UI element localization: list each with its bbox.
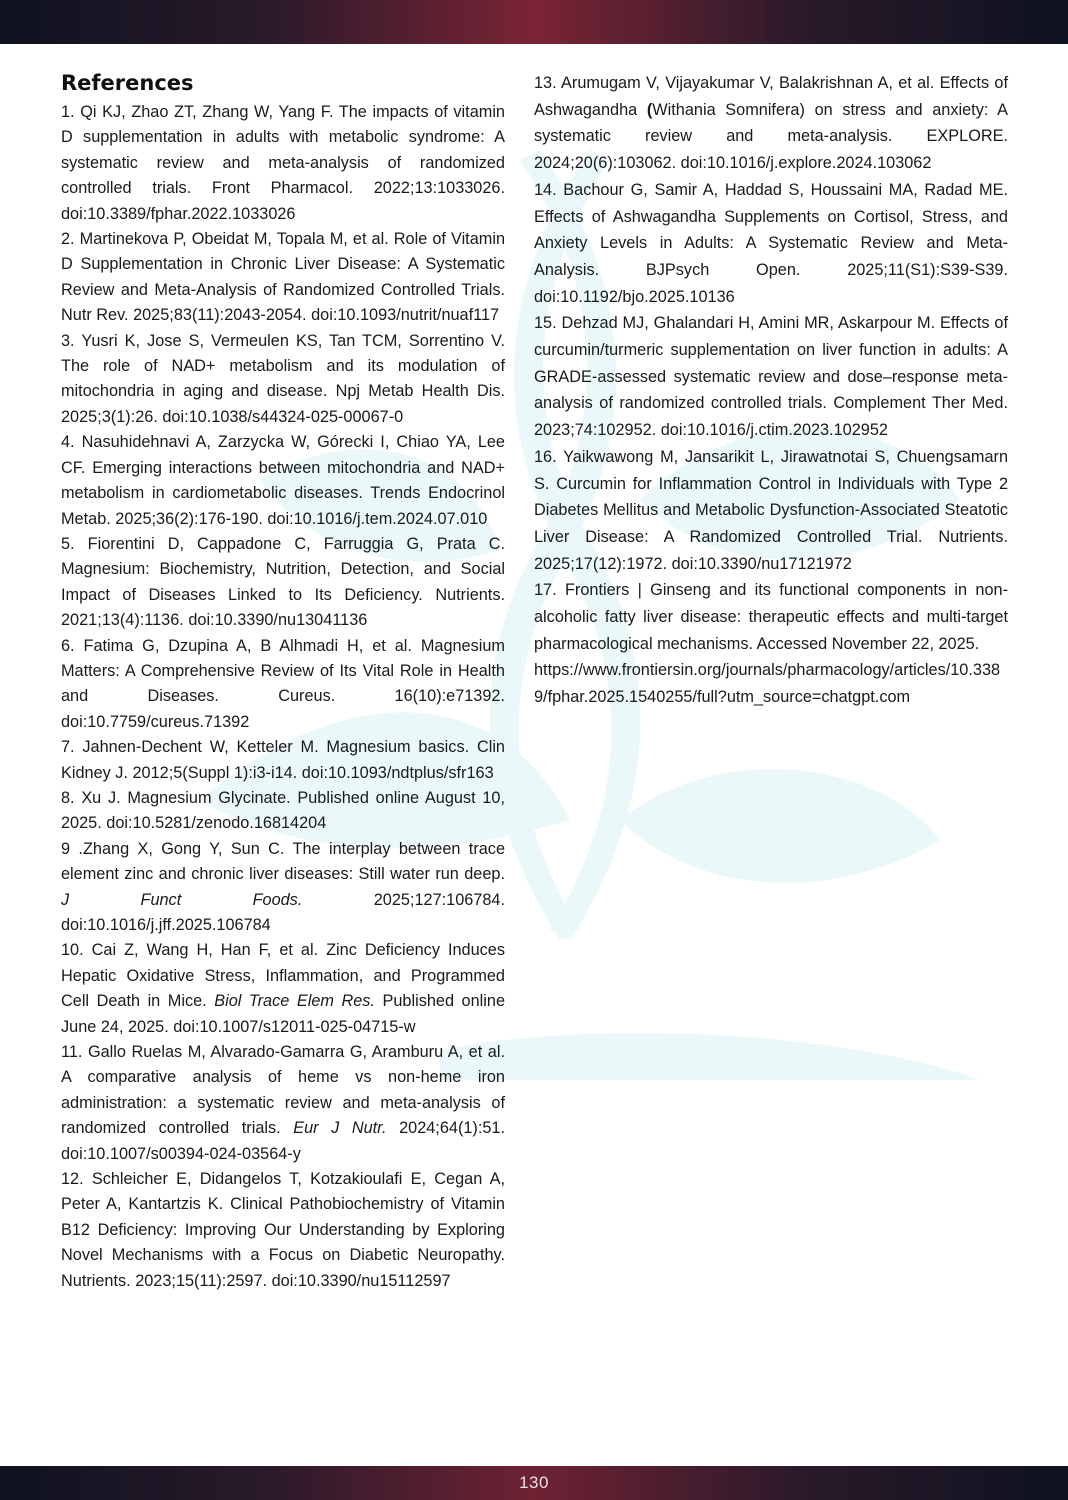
reference-item: 1. Qi KJ, Zhao ZT, Zhang W, Yang F. The impacts of vitamin D supplementation in adults with metabolic syndrome: A systematic review and meta-analysis of randomized controlled trials. Front Pharmacol. 2022;13:1033026. doi:10.3389/fphar.2022.1033026 xyxy=(61,103,505,223)
reference-item: 13. Arumugam V, Vijayakumar V, Balakrishnan A, et al. Effects of Ashwagandha (Withania Somnifera) on stress and anxiety: A systematic review and meta-analysis. EXPLORE. 2024;20(6):103062. doi:10.1016/j.explore.2024.103062 xyxy=(534,74,1008,173)
reference-item: 11. Gallo Ruelas M, Alvarado-Gamarra G, Aramburu A, et al. A comparative analysis of heme vs non-heme iron administration: a systematic review and meta-analysis of randomized controlled trials. Eur J Nutr. 2024;64(1):51. doi:10.1007/s00394-024-03564-y xyxy=(61,1043,505,1163)
reference-item: 14. Bachour G, Samir A, Haddad S, Houssaini MA, Radad ME. Effects of Ashwagandha Supplements on Cortisol, Stress, and Anxiety Levels in Adults: A Systematic Review and Meta-Analysis. BJPsych Open. 2025;11(S1):S39-S39. doi:10.1192/bjo.2025.10136 xyxy=(534,180,1008,306)
reference-item: 16. Yaikwawong M, Jansarikit L, Jirawatnotai S, Chuengsamarn S. Curcumin for Inflammation Control in Individuals with Type 2 Diabetes Mellitus and Metabolic Dysfunction-Associated Steatotic Liver Disease: A Randomized Controlled Trial. Nutrients. 2025;17(12):1972. doi:10.3390/nu17121972 xyxy=(534,447,1008,573)
references-right-column xyxy=(534,70,1008,711)
reference-url-link[interactable]: https://www.frontiersin.org/journals/pharmacology/articles/10.3389/fphar.2025.1540255/full?utm_source=chatgpt.com xyxy=(534,661,1001,707)
page-number: 130 xyxy=(519,1473,549,1492)
reference-item: 17. Frontiers | Ginseng and its functional components in non-alcoholic fatty liver disease: therapeutic effects and multi-target pharmacological mechanisms. Accessed November 22, 2025. xyxy=(534,581,1008,653)
reference-item: 9 .Zhang X, Gong Y, Sun C. The interplay between trace element zinc and chronic liver diseases: Still water run deep. J Funct Foods. 2025;127:106784. doi:10.1016/j.jff.2025.106784 xyxy=(61,839,505,934)
header-banner xyxy=(0,0,1068,44)
reference-item: 4. Nasuhidehnavi A, Zarzycka W, Górecki I, Chiao YA, Lee CF. Emerging interactions between mitochondria and NAD+ metabolism in cardiometabolic diseases. Trends Endocrinol Metab. 2025;36(2):176-190. doi:10.1016/j.tem.2024.07.010 xyxy=(61,433,505,528)
reference-item: 10. Cai Z, Wang H, Han F, et al. Zinc Deficiency Induces Hepatic Oxidative Stress, Inflammation, and Programmed Cell Death in Mice. Biol Trace Elem Res. Published online June 24, 2025. doi:10.1007/s12011-025-04715-w xyxy=(61,941,506,1036)
reference-item: 6. Fatima G, Dzupina A, B Alhmadi H, et al. Magnesium Matters: A Comprehensive Review of Its Vital Role in Health and Diseases. Cureus. 16(10):e71392. doi:10.7759/cureus.71392 xyxy=(61,636,505,731)
references-left-column xyxy=(61,70,505,1294)
footer-bar xyxy=(0,1466,1068,1500)
reference-item: 2. Martinekova P, Obeidat M, Topala M, et al. Role of Vitamin D Supplementation in Chronic Liver Disease: A Systematic Review and Meta-Analysis of Randomized Controlled Trials. Nutr Rev. 2025;83(11):2043-2054. doi:10.1093/nutrit/nuaf117 xyxy=(61,230,505,325)
reference-item: 5. Fiorentini D, Cappadone C, Farruggia G, Prata C. Magnesium: Biochemistry, Nutrition, Detection, and Social Impact of Diseases Linked to Its Deficiency. Nutrients. 2021;13(4):1136. doi:10.3390/nu13041136 xyxy=(61,534,505,630)
reference-item: 12. Schleicher E, Didangelos T, Kotzakioulafi E, Cegan A, Peter A, Kantartzis K. Clinical Pathobiochemistry of Vitamin B12 Deficiency: Improving Our Understanding by Exploring Novel Mechanisms with a Focus on Diabetic Neuropathy. Nutrients. 2023;15(11):2597. doi:10.3390/nu15112597 xyxy=(61,1170,505,1290)
reference-item: 3. Yusri K, Jose S, Vermeulen KS, Tan TCM, Sorrentino V. The role of NAD+ metabolism and its modulation of mitochondria in aging and disease. Npj Metab Health Dis. 2025;3(1):26. doi:10.1038/s44324-025-00067-0 xyxy=(61,331,505,426)
reference-item: 8. Xu J. Magnesium Glycinate. Published online August 10, 2025. doi:10.5281/zenodo.16814204 xyxy=(61,788,505,833)
section-title: References xyxy=(61,71,194,95)
reference-item: 7. Jahnen-Dechent W, Ketteler M. Magnesium basics. Clin Kidney J. 2012;5(Suppl 1):i3-i14. doi:10.1093/ndtplus/sfr163 xyxy=(61,738,505,782)
reference-item: 15. Dehzad MJ, Ghalandari H, Amini MR, Askarpour M. Effects of curcumin/turmeric supplementation on liver function in adults: A GRADE-assessed systematic review and dose–response meta-analysis of randomized controlled trials. Complement Ther Med. 2023;74:102952. doi:10.1016/j.ctim.2023.102952 xyxy=(534,314,1008,440)
